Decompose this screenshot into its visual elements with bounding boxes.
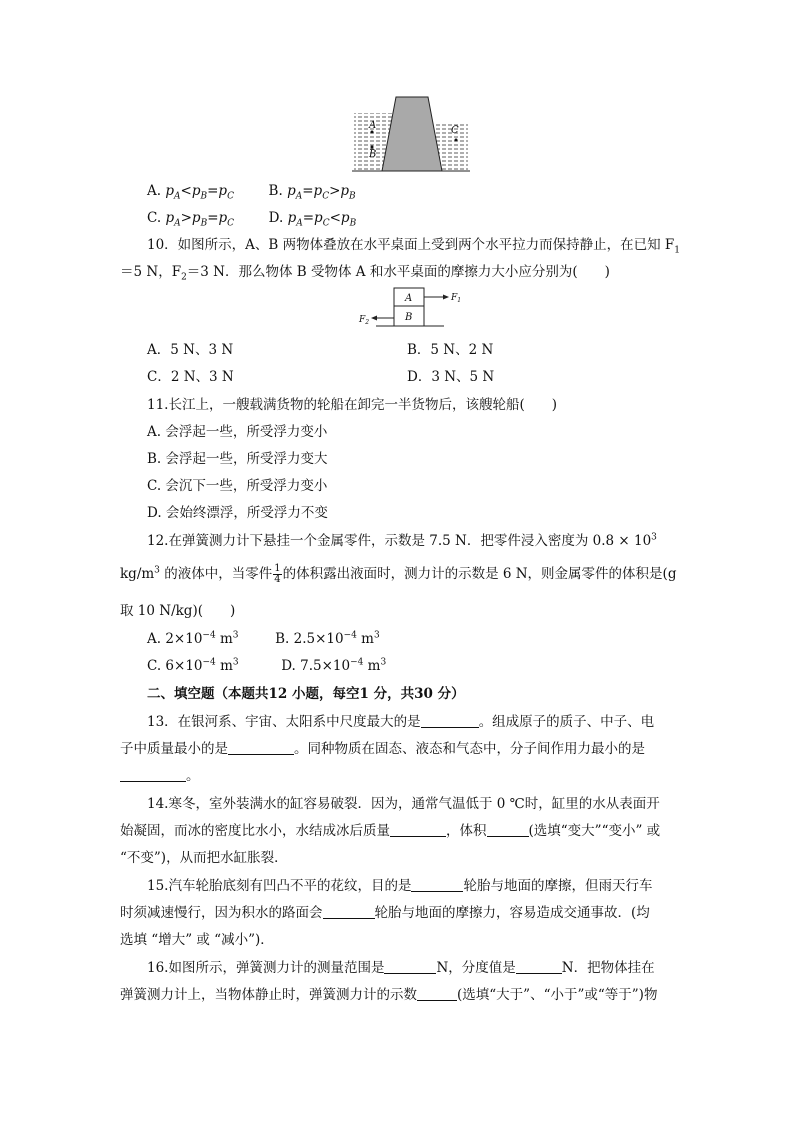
dam-body xyxy=(382,97,442,171)
q14-line3: “不变”)，从而把水缸胀裂． xyxy=(120,850,288,866)
q9-option-cd-row: C. $p_A>p_B=p_C$ D. $p_A=p_C<p_B$ xyxy=(147,210,357,229)
f1-label: $F_1$ xyxy=(451,293,462,304)
answer-blank[interactable] xyxy=(390,822,446,837)
q14-line1: 14.寒冬，室外装满水的缸容易破裂．因为，通常气温低于 0 ℃时，缸里的水从表面开 xyxy=(147,796,660,812)
q10-option-c: C．2 N、3 N xyxy=(147,369,234,385)
fraction-one-quarter: $\frac{1}{4}$ xyxy=(274,563,281,585)
block-a-label: A xyxy=(405,293,413,304)
q12-stem-line2: $kg/m^3$ 的液体中，当零件 $\frac{1}{4}$ 的体积露出液面时，测力计的示数是 6 N，则金属零件的体积是(g xyxy=(120,563,677,585)
answer-blank[interactable] xyxy=(421,713,479,728)
q15-line3: 选填 “增大” 或 “减小”)． xyxy=(120,932,274,948)
label-b: B xyxy=(369,149,377,160)
q11-option-a: A. 会浮起一些，所受浮力变小 xyxy=(147,424,328,440)
label-c: C xyxy=(451,125,459,136)
answer-blank[interactable] xyxy=(323,904,375,919)
q10-option-a: A．5 N、3 N xyxy=(147,342,234,358)
q13-line1: 13．在银河系、宇宙、太阳系中尺度最大的是 。组成原子的质子、中子、电 xyxy=(147,714,655,730)
q10-option-b: B．5 N、2 N xyxy=(407,342,494,358)
label-a: A xyxy=(369,120,377,131)
blocks-figure xyxy=(356,286,468,330)
q15-line1: 15.汽车轮胎底刻有凹凸不平的花纹，目的是 轮胎与地面的摩擦，但雨天行车 xyxy=(147,878,653,894)
q11-option-d: D. 会始终漂浮，所受浮力不变 xyxy=(147,505,328,521)
answer-blank[interactable] xyxy=(228,740,294,755)
section-2-title: 二、填空题（本题共12 小题，每空1 分，共30 分） xyxy=(147,686,465,702)
q16-line1: 16.如图所示，弹簧测力计的测量范围是 N，分度值是 N．把物体挂在 xyxy=(147,960,655,976)
q9-option-ab-row: A. $p_A<p_B=p_C$ B. $p_A=p_C>p_B$ xyxy=(147,183,356,202)
answer-blank[interactable] xyxy=(120,767,186,782)
q11-stem: 11.长江上，一艘载满货物的轮船在卸完一半货物后，该艘轮船( ) xyxy=(147,397,558,413)
q12-stem-line1: 12.在弹簧测力计下悬挂一个金属零件，示数是 7.5 N．把零件浸入密度为 $0.8 \times 10^3$ xyxy=(147,532,657,549)
q13-line2: 子中质量最小的是 。同种物质在固态、液态和气态中，分子间作用力最小的是 xyxy=(120,741,645,757)
answer-blank[interactable] xyxy=(516,959,562,974)
q15-line2: 时须减速慢行，因为积水的路面会 轮胎与地面的摩擦力，容易造成交通事故．(均 xyxy=(120,905,650,921)
answer-blank[interactable] xyxy=(411,877,463,892)
q14-line2: 始凝固，而冰的密度比水小，水结成冰后质量 ，体积 (选填“变大”“变小” 或 xyxy=(120,823,661,839)
block-b-label: B xyxy=(405,312,413,323)
q11-option-b: B. 会浮起一些，所受浮力变大 xyxy=(147,451,328,467)
force-f1-arrowhead xyxy=(443,295,449,300)
q13-line3: 。 xyxy=(120,766,200,786)
force-f2-arrowhead xyxy=(371,316,377,321)
answer-blank[interactable] xyxy=(487,822,529,837)
answer-blank[interactable] xyxy=(417,986,457,1001)
q12-option-ab-row: A. $2\times 10^{-4}$ $m^3$ B. $2.5\times 10^{-4}$ $m^3$ xyxy=(147,630,380,647)
q10-stem-line2: ＝5 N，$F_2=3$ N．那么物体 B 受物体 A 和水平桌面的摩擦力大小应分别为( ) xyxy=(120,264,610,283)
q10-option-d: D．3 N、5 N xyxy=(407,369,495,385)
q12-stem-line3: 取 10 N/kg)( ) xyxy=(120,603,236,619)
q10-stem-line1: 10．如图所示，A、B 两物体叠放在水平桌面上受到两个水平拉力而保持静止，在已知 $F_1$ xyxy=(147,237,681,256)
q11-option-c: C. 会沉下一些，所受浮力变小 xyxy=(147,478,328,494)
answer-blank[interactable] xyxy=(384,959,436,974)
f2-label: $F_2$ xyxy=(359,315,370,326)
q12-option-cd-row: C. $6\times 10^{-4}$ $m^3$ D. $7.5\times 10^{-4}$ $m^3$ xyxy=(147,657,387,674)
dam-figure xyxy=(352,95,470,173)
q16-line2: 弹簧测力计上，当物体静止时，弹簧测力计的示数 (选填“大于”、“小于”或“等于”)物 xyxy=(120,987,658,1003)
point-c-dot xyxy=(455,139,458,142)
